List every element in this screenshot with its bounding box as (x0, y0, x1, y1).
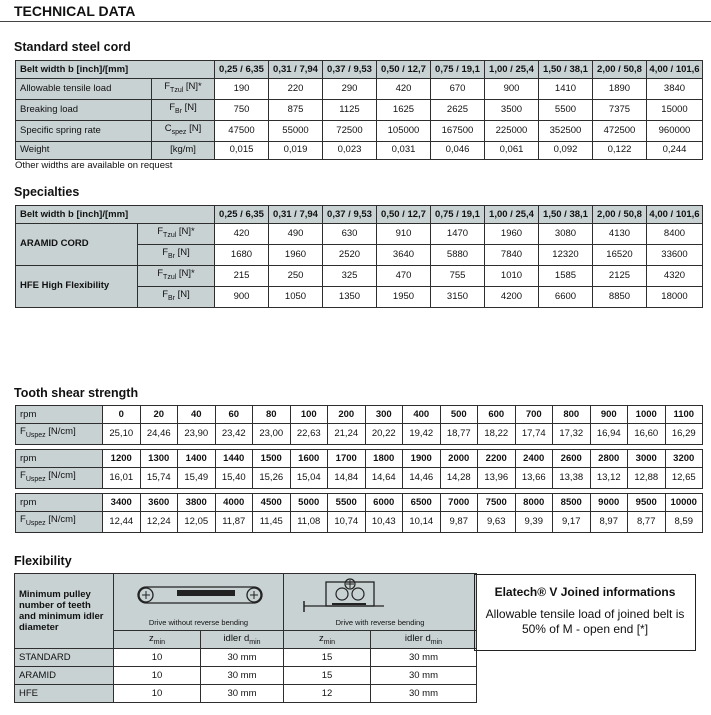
spec-value-cell: 3080 (539, 224, 593, 245)
flex-value-cell: 30 mm (201, 667, 284, 685)
spec-value-cell: 3640 (377, 244, 431, 265)
shear-rpm-row (16, 406, 703, 424)
flex-value-cell: 15 (284, 649, 371, 667)
flex-row-name: STANDARD (15, 649, 114, 667)
steel-row-label: Allowable tensile load (16, 79, 152, 100)
steel-row-label: Specific spring rate (16, 120, 152, 141)
steel-value-cell: 900 (485, 79, 539, 100)
steel-value-cell: 55000 (269, 120, 323, 141)
spec-row-symbol: $F_{Tzul}$ [N]* (138, 224, 215, 245)
rpm-value-cell: 5000 (290, 494, 328, 512)
force-value-cell: 12,65 (665, 468, 703, 489)
force-value-cell: 21,24 (328, 424, 366, 445)
steel-value-cell: 5500 (539, 99, 593, 120)
spec-value-cell: 16520 (593, 244, 647, 265)
force-value-cell: 9,87 (440, 512, 478, 533)
steel-value-cell: 960000 (647, 120, 703, 141)
spec-value-cell: 3150 (431, 286, 485, 307)
z-min-header: $z_{min}$ (284, 631, 371, 649)
rpm-value-cell: 1440 (215, 450, 253, 468)
rpm-value-cell: 1000 (628, 406, 666, 424)
force-value-cell: 12,44 (103, 512, 141, 533)
flex-section-title: Flexibility (14, 554, 72, 568)
spec-value-cell: 215 (215, 265, 269, 286)
width-header: 0,37 / 9,53 (323, 206, 377, 224)
force-value-cell: 12,05 (178, 512, 216, 533)
rpm-value-cell: 500 (440, 406, 478, 424)
spec-value-cell: 33600 (647, 244, 703, 265)
specialties-section-title: Specialties (14, 185, 80, 199)
rpm-value-cell: 3200 (665, 450, 703, 468)
drive2-caption: Drive with reverse bending (335, 618, 425, 627)
force-value-cell: 19,42 (403, 424, 441, 445)
rpm-label: rpm (16, 494, 103, 512)
steel-value-cell: 1625 (377, 99, 431, 120)
force-value-cell: 24,46 (140, 424, 178, 445)
rpm-value-cell: 0 (103, 406, 141, 424)
spec-value-cell: 8400 (647, 224, 703, 245)
rpm-value-cell: 60 (215, 406, 253, 424)
flex-row (15, 685, 477, 703)
flex-value-cell: 15 (284, 667, 371, 685)
width-header: 1,00 / 25,4 (485, 61, 539, 79)
rpm-value-cell: 800 (553, 406, 591, 424)
width-header: 0,75 / 19,1 (431, 206, 485, 224)
width-header: 4,00 / 101,6 (647, 206, 703, 224)
width-header: 0,50 / 12,7 (377, 61, 431, 79)
rpm-value-cell: 2600 (553, 450, 591, 468)
spec-value-cell: 1960 (485, 224, 539, 245)
force-value-cell: 10,14 (403, 512, 441, 533)
rpm-value-cell: 100 (290, 406, 328, 424)
steel-value-cell: 670 (431, 79, 485, 100)
spec-value-cell: 12320 (539, 244, 593, 265)
spec-row-symbol: $F_{Tzul}$ [N]* (138, 265, 215, 286)
z-min-header: $z_{min}$ (114, 631, 201, 649)
spec-value-cell: 7840 (485, 244, 539, 265)
flex-value-cell: 10 (114, 685, 201, 703)
flex-value-cell: 30 mm (201, 649, 284, 667)
width-header: 2,00 / 50,8 (593, 206, 647, 224)
spec-value-cell: 420 (215, 224, 269, 245)
flex-row (15, 667, 477, 685)
drive1-diagram-cell (114, 574, 284, 631)
steel-row-symbol: [kg/m] (152, 141, 215, 159)
spec-value-cell: 755 (431, 265, 485, 286)
spec-value-cell: 8850 (593, 286, 647, 307)
force-value-cell: 25,10 (103, 424, 141, 445)
rpm-value-cell: 1800 (365, 450, 403, 468)
spec-value-cell: 1050 (269, 286, 323, 307)
drive1-caption: Drive without reverse bending (148, 618, 249, 627)
steel-value-cell: 0,015 (215, 141, 269, 159)
info-title: Elatech® V Joined informations (494, 585, 676, 599)
rpm-value-cell: 7500 (478, 494, 516, 512)
spec-group-name: ARAMID CORD (16, 224, 138, 266)
width-header: 4,00 / 101,6 (647, 61, 703, 79)
steel-value-cell: 3840 (647, 79, 703, 100)
force-label: $F_{Uspez}$ [N/cm] (16, 424, 103, 445)
spec-value-cell: 490 (269, 224, 323, 245)
rpm-value-cell: 2200 (478, 450, 516, 468)
force-value-cell: 11,45 (253, 512, 291, 533)
force-value-cell: 13,38 (553, 468, 591, 489)
spec-value-cell: 4200 (485, 286, 539, 307)
width-header: 2,00 / 50,8 (593, 61, 647, 79)
drive2-diagram-cell (284, 574, 477, 631)
force-value-cell: 17,74 (515, 424, 553, 445)
force-value-cell: 9,17 (553, 512, 591, 533)
rpm-value-cell: 8500 (553, 494, 591, 512)
force-value-cell: 9,39 (515, 512, 553, 533)
flex-value-cell: 30 mm (371, 685, 477, 703)
force-value-cell: 11,08 (290, 512, 328, 533)
rpm-value-cell: 2000 (440, 450, 478, 468)
spec-value-cell: 1350 (323, 286, 377, 307)
rpm-value-cell: 1300 (140, 450, 178, 468)
page-title: TECHNICAL DATA (14, 3, 136, 19)
steel-value-cell: 472500 (593, 120, 647, 141)
rpm-value-cell: 3800 (178, 494, 216, 512)
steel-value-cell: 420 (377, 79, 431, 100)
spec-value-cell: 1960 (269, 244, 323, 265)
force-label: $F_{Uspez}$ [N/cm] (16, 468, 103, 489)
shear-table (15, 493, 703, 533)
flexibility-table (14, 573, 477, 703)
shear-rpm-row (16, 494, 703, 512)
spec-value-cell: 1470 (431, 224, 485, 245)
steel-value-cell: 0,046 (431, 141, 485, 159)
spec-value-cell: 1010 (485, 265, 539, 286)
force-value-cell: 15,74 (140, 468, 178, 489)
steel-row (16, 120, 703, 141)
width-header: 1,00 / 25,4 (485, 206, 539, 224)
spec-value-cell: 4130 (593, 224, 647, 245)
flex-value-cell: 12 (284, 685, 371, 703)
steel-value-cell: 7375 (593, 99, 647, 120)
spec-value-cell: 2125 (593, 265, 647, 286)
flex-row-name: ARAMID (15, 667, 114, 685)
spec-value-cell: 250 (269, 265, 323, 286)
shear-force-row (16, 468, 703, 489)
steel-value-cell: 47500 (215, 120, 269, 141)
width-header: 0,37 / 9,53 (323, 61, 377, 79)
width-header: 0,50 / 12,7 (377, 206, 431, 224)
shear-table (15, 449, 703, 489)
steel-value-cell: 15000 (647, 99, 703, 120)
joined-info-box (474, 574, 696, 651)
force-value-cell: 10,74 (328, 512, 366, 533)
width-header: 0,31 / 7,94 (269, 206, 323, 224)
rpm-value-cell: 2800 (590, 450, 628, 468)
force-value-cell: 16,29 (665, 424, 703, 445)
steel-value-cell: 190 (215, 79, 269, 100)
rpm-value-cell: 3400 (103, 494, 141, 512)
spec-value-cell: 900 (215, 286, 269, 307)
force-value-cell: 16,01 (103, 468, 141, 489)
spec-value-cell: 470 (377, 265, 431, 286)
flex-row-name: HFE (15, 685, 114, 703)
force-value-cell: 13,66 (515, 468, 553, 489)
steel-row-symbol: $C_{spez}$ [N] (152, 120, 215, 141)
force-value-cell: 17,32 (553, 424, 591, 445)
shear-force-row (16, 424, 703, 445)
force-value-cell: 15,40 (215, 468, 253, 489)
rpm-value-cell: 900 (590, 406, 628, 424)
force-value-cell: 13,12 (590, 468, 628, 489)
rpm-value-cell: 9500 (628, 494, 666, 512)
rpm-value-cell: 4500 (253, 494, 291, 512)
rpm-value-cell: 4000 (215, 494, 253, 512)
force-label: $F_{Uspez}$ [N/cm] (16, 512, 103, 533)
rpm-value-cell: 7000 (440, 494, 478, 512)
rpm-label: rpm (16, 450, 103, 468)
steel-value-cell: 167500 (431, 120, 485, 141)
spec-value-cell: 6600 (539, 286, 593, 307)
rpm-value-cell: 80 (253, 406, 291, 424)
force-value-cell: 14,84 (328, 468, 366, 489)
spec-value-cell: 325 (323, 265, 377, 286)
force-value-cell: 23,90 (178, 424, 216, 445)
title-divider (0, 21, 711, 22)
spec-value-cell: 1680 (215, 244, 269, 265)
rpm-value-cell: 1100 (665, 406, 703, 424)
spec-row (16, 265, 703, 286)
force-value-cell: 16,94 (590, 424, 628, 445)
drive-no-reverse-icon (115, 574, 283, 614)
steel-note: Other widths are available on request (15, 160, 173, 171)
rpm-value-cell: 9000 (590, 494, 628, 512)
steel-value-cell: 875 (269, 99, 323, 120)
idler-min-header: idler $d_{min}$ (201, 631, 284, 649)
steel-value-cell: 105000 (377, 120, 431, 141)
rpm-value-cell: 1700 (328, 450, 366, 468)
shear-section-title: Tooth shear strength (14, 386, 139, 400)
force-value-cell: 14,64 (365, 468, 403, 489)
steel-value-cell: 0,122 (593, 141, 647, 159)
steel-row (16, 141, 703, 159)
force-value-cell: 22,63 (290, 424, 328, 445)
rpm-value-cell: 1200 (103, 450, 141, 468)
rpm-value-cell: 1900 (403, 450, 441, 468)
spec-value-cell: 18000 (647, 286, 703, 307)
idler-min-header: idler $d_{min}$ (371, 631, 477, 649)
force-value-cell: 13,96 (478, 468, 516, 489)
rpm-value-cell: 400 (403, 406, 441, 424)
steel-value-cell: 0,244 (647, 141, 703, 159)
force-value-cell: 12,88 (628, 468, 666, 489)
flex-value-cell: 30 mm (371, 649, 477, 667)
steel-value-cell: 0,092 (539, 141, 593, 159)
spec-value-cell: 5880 (431, 244, 485, 265)
rpm-value-cell: 10000 (665, 494, 703, 512)
rpm-value-cell: 20 (140, 406, 178, 424)
rpm-value-cell: 700 (515, 406, 553, 424)
force-value-cell: 11,87 (215, 512, 253, 533)
shear-rpm-row (16, 450, 703, 468)
flex-value-cell: 30 mm (201, 685, 284, 703)
spec-header-label: Belt width b [inch]/[mm] (16, 206, 215, 224)
force-value-cell: 18,77 (440, 424, 478, 445)
rpm-label: rpm (16, 406, 103, 424)
steel-value-cell: 352500 (539, 120, 593, 141)
steel-value-cell: 0,023 (323, 141, 377, 159)
steel-value-cell: 750 (215, 99, 269, 120)
steel-row-label: Breaking load (16, 99, 152, 120)
flex-value-cell: 10 (114, 667, 201, 685)
steel-value-cell: 3500 (485, 99, 539, 120)
force-value-cell: 9,63 (478, 512, 516, 533)
rpm-value-cell: 6500 (403, 494, 441, 512)
force-value-cell: 8,97 (590, 512, 628, 533)
force-value-cell: 15,49 (178, 468, 216, 489)
drive-reverse-bending-icon (284, 574, 476, 614)
rpm-value-cell: 2400 (515, 450, 553, 468)
steel-value-cell: 0,019 (269, 141, 323, 159)
flex-value-cell: 30 mm (371, 667, 477, 685)
spec-value-cell: 1950 (377, 286, 431, 307)
spec-row-symbol: $F_{Br}$ [N] (138, 244, 215, 265)
rpm-value-cell: 5500 (328, 494, 366, 512)
spec-value-cell: 2520 (323, 244, 377, 265)
width-header: 1,50 / 38,1 (539, 206, 593, 224)
force-value-cell: 14,28 (440, 468, 478, 489)
rpm-value-cell: 300 (365, 406, 403, 424)
spec-value-cell: 910 (377, 224, 431, 245)
width-header: 0,31 / 7,94 (269, 61, 323, 79)
rpm-value-cell: 1500 (253, 450, 291, 468)
spec-row-symbol: $F_{Br}$ [N] (138, 286, 215, 307)
steel-value-cell: 72500 (323, 120, 377, 141)
width-header: 0,25 / 6,35 (215, 206, 269, 224)
steel-value-cell: 220 (269, 79, 323, 100)
flex-corner-label: Minimum pulley number of teeth and minimum idler diameter (15, 574, 114, 649)
info-body: Allowable tensile load of joined belt is 50% of M - open end [*] (485, 607, 685, 636)
steel-value-cell: 1890 (593, 79, 647, 100)
steel-row-symbol: $F_{Br}$ [N] (152, 99, 215, 120)
rpm-value-cell: 1600 (290, 450, 328, 468)
rpm-value-cell: 200 (328, 406, 366, 424)
specialties-table (15, 205, 703, 308)
spec-group-name: HFE High Flexibility (16, 265, 138, 307)
spec-row (16, 224, 703, 245)
rpm-value-cell: 3600 (140, 494, 178, 512)
steel-value-cell: 1410 (539, 79, 593, 100)
force-value-cell: 23,42 (215, 424, 253, 445)
force-value-cell: 16,60 (628, 424, 666, 445)
steel-value-cell: 0,061 (485, 141, 539, 159)
force-value-cell: 15,04 (290, 468, 328, 489)
force-value-cell: 20,22 (365, 424, 403, 445)
force-value-cell: 8,59 (665, 512, 703, 533)
rpm-value-cell: 8000 (515, 494, 553, 512)
steel-value-cell: 225000 (485, 120, 539, 141)
steel-value-cell: 2625 (431, 99, 485, 120)
shear-table (15, 405, 703, 445)
width-header: 0,25 / 6,35 (215, 61, 269, 79)
steel-row-symbol: $F_{Tzul}$ [N]* (152, 79, 215, 100)
flex-value-cell: 10 (114, 649, 201, 667)
force-value-cell: 15,26 (253, 468, 291, 489)
rpm-value-cell: 3000 (628, 450, 666, 468)
force-value-cell: 23,00 (253, 424, 291, 445)
rpm-value-cell: 1400 (178, 450, 216, 468)
steel-value-cell: 0,031 (377, 141, 431, 159)
width-header: 0,75 / 19,1 (431, 61, 485, 79)
force-value-cell: 10,43 (365, 512, 403, 533)
rpm-value-cell: 6000 (365, 494, 403, 512)
steel-header-label: Belt width b [inch]/[mm] (16, 61, 215, 79)
steel-cord-table (15, 60, 703, 160)
flex-row (15, 649, 477, 667)
width-header: 1,50 / 38,1 (539, 61, 593, 79)
force-value-cell: 12,24 (140, 512, 178, 533)
spec-value-cell: 4320 (647, 265, 703, 286)
force-value-cell: 18,22 (478, 424, 516, 445)
rpm-value-cell: 600 (478, 406, 516, 424)
spec-value-cell: 630 (323, 224, 377, 245)
spec-value-cell: 1585 (539, 265, 593, 286)
shear-force-row (16, 512, 703, 533)
force-value-cell: 8,77 (628, 512, 666, 533)
steel-row (16, 79, 703, 100)
steel-row (16, 99, 703, 120)
steel-value-cell: 1125 (323, 99, 377, 120)
steel-section-title: Standard steel cord (14, 40, 131, 54)
steel-row-label: Weight (16, 141, 152, 159)
steel-value-cell: 290 (323, 79, 377, 100)
force-value-cell: 14,46 (403, 468, 441, 489)
rpm-value-cell: 40 (178, 406, 216, 424)
